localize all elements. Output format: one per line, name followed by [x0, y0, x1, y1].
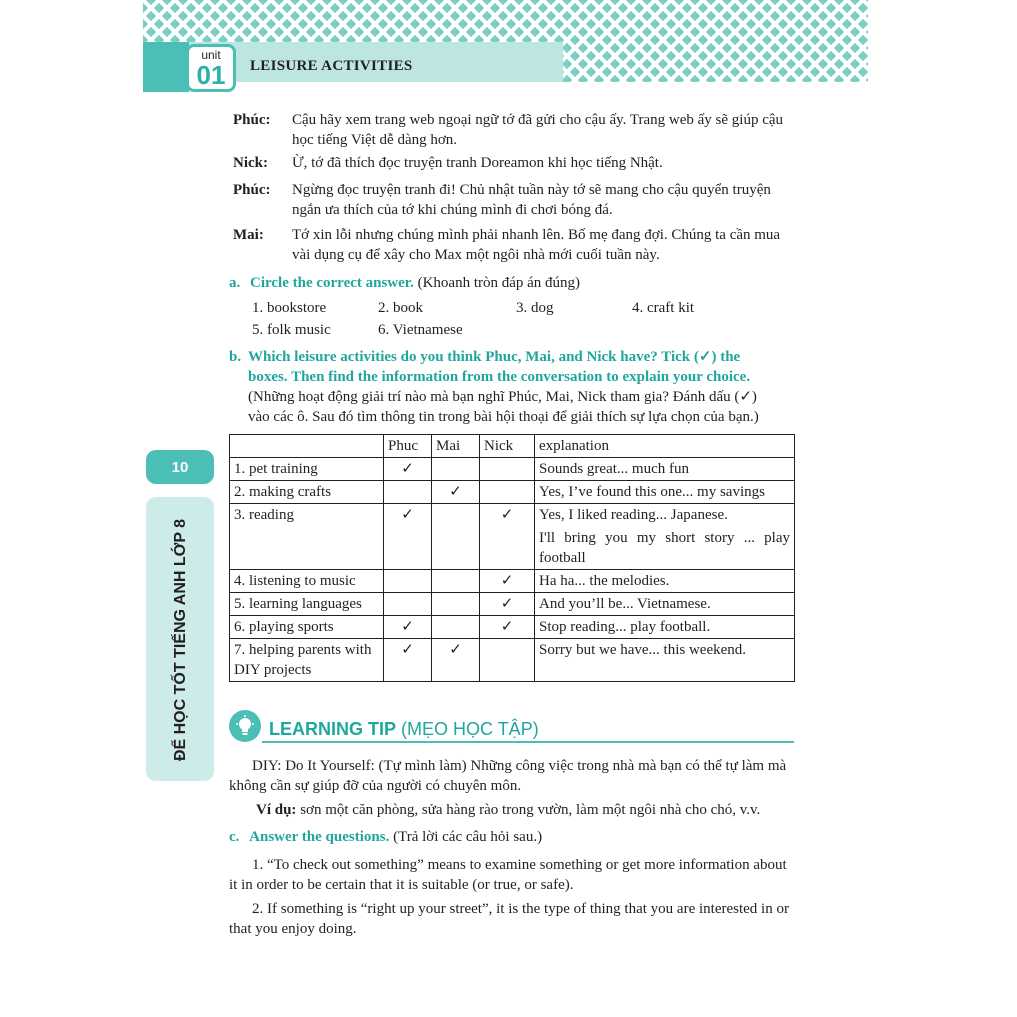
nick-check: ✓ — [480, 593, 535, 616]
mai-check: ✓ — [432, 481, 480, 504]
table-row — [230, 458, 795, 481]
table-row — [230, 504, 795, 570]
phuc-check: ✓ — [384, 639, 432, 682]
answer-option: 4. craft kit — [632, 300, 695, 316]
explanation-cell: Yes, I’ve found this one... my savings — [535, 481, 795, 504]
section-b-label: b. — [229, 349, 242, 365]
section-c-heading — [229, 827, 542, 847]
nick-check: ✓ — [480, 504, 535, 570]
learning-tip-title-rest: (MẸO HỌC TẬP) — [396, 719, 539, 739]
section-a-instruction: Circle the correct answer. — [250, 275, 414, 291]
header-cell: Nick — [480, 435, 535, 458]
answer-option: 3. dog — [516, 300, 554, 316]
table-header-row — [230, 435, 795, 458]
nick-check — [480, 639, 535, 682]
table-row — [230, 639, 795, 682]
header-accent-block — [143, 42, 189, 92]
table-row — [230, 616, 795, 639]
activity-cell: 3. reading — [230, 504, 384, 570]
explanation-cell — [535, 504, 795, 570]
activity-cell: 4. listening to music — [230, 570, 384, 593]
phuc-check: ✓ — [384, 504, 432, 570]
answer-paragraph: 2. If something is “right up your street”, it is the type of thing that you are interested in or that you enjoy doing. — [229, 901, 789, 937]
dialogue-text: Tớ xin lỗi nhưng chúng mình phải nhanh lên. Bố mẹ đang đợi. Chúng ta cần mua vài dụng cụ để xây cho Max một ngôi nhà mới cuối tuần này. — [292, 227, 781, 263]
phuc-check — [384, 481, 432, 504]
speaker: Nick: — [233, 155, 268, 171]
explanation-extra: I'll bring you my short story ... play football — [539, 530, 790, 566]
nick-check — [480, 481, 535, 504]
explanation-cell: Sorry but we have... this weekend. — [535, 639, 795, 682]
answer-option: 1. bookstore — [252, 300, 327, 316]
explanation-cell: Ha ha... the melodies. — [535, 570, 795, 593]
speaker: Phúc: — [233, 182, 271, 198]
answer-option: 5. folk music — [252, 322, 331, 338]
explanation-cell: Stop reading... play football. — [535, 616, 795, 639]
phuc-check — [384, 593, 432, 616]
mai-check — [432, 616, 480, 639]
nick-check: ✓ — [480, 570, 535, 593]
activity-cell: 5. learning languages — [230, 593, 384, 616]
page-number: 10 — [146, 450, 214, 484]
section-b-translation-1: (Những hoạt động giải trí nào mà bạn nghĩ Phúc, Mai, Nick tham gia? Đánh dấu (✓) — [248, 389, 757, 405]
dialogue-text: Cậu hãy xem trang web ngoại ngữ tớ đã gửi cho cậu ấy. Trang web ấy sẽ giúp cậu học tiếng Việt dễ dàng hơn. — [292, 112, 784, 148]
activity-cell: 2. making crafts — [230, 481, 384, 504]
diy-paragraph: DIY: Do It Yourself: (Tự mình làm) Những công việc trong nhà mà bạn có thể tự làm mà không cần sự giúp đỡ của người có chuyên môn. — [229, 758, 787, 794]
section-a-translation: (Khoanh tròn đáp án đúng) — [417, 275, 581, 291]
explanation-cell: And you’ll be... Vietnamese. — [535, 593, 795, 616]
section-a-label: a. — [229, 275, 241, 291]
section-c-instruction: Answer the questions. — [249, 829, 390, 845]
section-b-translation-2: vào các ô. Sau đó tìm thông tin trong bài hội thoại để giải thích sự lựa chọn của bạn.) — [248, 409, 759, 425]
activity-cell: 6. playing sports — [230, 616, 384, 639]
table-row — [230, 570, 795, 593]
unit-word: unit — [201, 48, 221, 62]
mai-check — [432, 458, 480, 481]
header-cell: explanation — [535, 435, 795, 458]
explanation-cell: Sounds great... much fun — [535, 458, 795, 481]
lightbulb-icon — [229, 710, 261, 742]
header-cell — [230, 435, 384, 458]
activities-table — [229, 434, 795, 682]
phuc-check — [384, 570, 432, 593]
tip-underline — [262, 741, 794, 743]
learning-tip-title-bold: LEARNING TIP — [269, 719, 397, 739]
table-row — [230, 481, 795, 504]
phuc-check: ✓ — [384, 458, 432, 481]
dialogue-text: Ừ, tớ đã thích đọc truyện tranh Doreamon khi học tiếng Nhật. — [292, 155, 663, 171]
activity-cell: 1. pet training — [230, 458, 384, 481]
speaker: Mai: — [233, 227, 264, 243]
header-cell: Mai — [432, 435, 480, 458]
explanation-text: Yes, I liked reading... Japanese. — [539, 507, 728, 523]
table-row — [230, 593, 795, 616]
mai-check: ✓ — [432, 639, 480, 682]
example-paragraph — [229, 800, 797, 820]
answer-paragraph: 1. “To check out something” means to examine something or get more information about it in order to be certain that it is suitable (or true, or safe). — [229, 857, 787, 893]
unit-title: LEISURE ACTIVITIES — [250, 58, 413, 74]
answer-option: 6. Vietnamese — [378, 322, 463, 338]
section-a-heading — [229, 273, 580, 293]
section-b-instruction-1: Which leisure activities do you think Phuc, Mai, and Nick have? Tick (✓) the — [248, 349, 741, 365]
section-c-translation: (Trả lời các câu hỏi sau.) — [393, 829, 543, 845]
learning-tip-title — [269, 719, 539, 740]
section-b-instruction-2: boxes. Then find the information from the conversation to explain your choice. — [248, 369, 751, 385]
activity-cell: 7. helping parents with DIY projects — [230, 639, 384, 682]
dialogue-text: Ngừng đọc truyện tranh đi! Chủ nhật tuần này tớ sẽ mang cho cậu quyển truyện ngắn ưa thích của tớ khi chúng mình đi chơi bóng đá. — [292, 182, 771, 218]
phuc-check: ✓ — [384, 616, 432, 639]
mai-check — [432, 504, 480, 570]
unit-number: 01 — [196, 60, 226, 90]
example-text: sơn một căn phòng, sửa hàng rào trong vườn, làm một ngôi nhà cho chó, v.v. — [296, 802, 761, 818]
speaker: Phúc: — [233, 112, 271, 128]
book-title: ĐỂ HỌC TỐT TIẾNG ANH LỚP 8 — [172, 518, 189, 762]
answer-option: 2. book — [378, 300, 423, 316]
mai-check — [432, 570, 480, 593]
section-c-label: c. — [229, 829, 240, 845]
nick-check — [480, 458, 535, 481]
example-label: Ví dụ: — [256, 802, 297, 818]
header-cell: Phuc — [384, 435, 432, 458]
nick-check: ✓ — [480, 616, 535, 639]
unit-badge — [186, 44, 236, 92]
mai-check — [432, 593, 480, 616]
